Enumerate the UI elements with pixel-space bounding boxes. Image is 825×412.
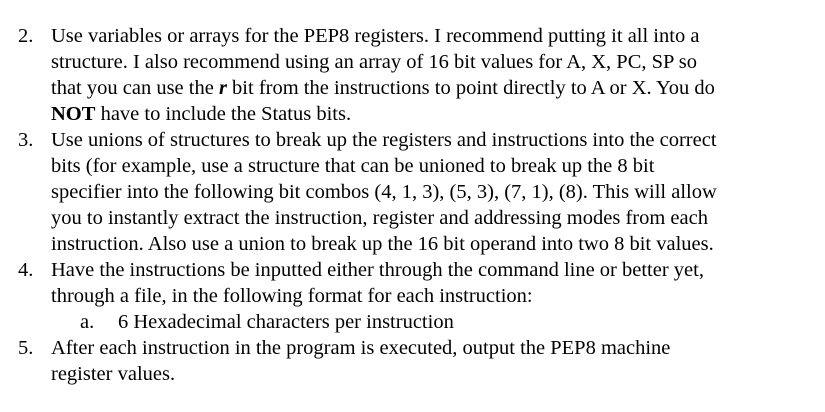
item-text-line: register values.: [51, 363, 176, 385]
item-text-line: Use unions of structures to break up the registers and instructions into the correct: [51, 129, 717, 151]
item-text-line-with-emphasis: that you can use the r bit from the instructions to point directly to A or X. You do: [51, 77, 715, 99]
item-text-line: Use variables or arrays for the PEP8 registers. I recommend putting it all into a: [51, 25, 700, 47]
item-text-line: bits (for example, use a structure that can be unioned to break up the 8 bit: [51, 155, 655, 177]
item-number: 4.: [18, 259, 34, 281]
item-text-line: After each instruction in the program is executed, output the PEP8 machine: [51, 337, 671, 359]
item-number: 5.: [18, 337, 34, 359]
item-text-line: instruction. Also use a union to break up the 16 bit operand into two 8 bit values.: [51, 233, 714, 255]
item-text-line-with-bold: NOT have to include the Status bits.: [51, 103, 352, 125]
item-number: 3.: [18, 129, 34, 151]
item-text-line: through a file, in the following format for each instruction:: [51, 285, 533, 307]
sub-item-text: 6 Hexadecimal characters per instruction: [118, 311, 454, 333]
sub-item-marker: a.: [80, 311, 95, 333]
item-text-line: Have the instructions be inputted either through the command line or better yet,: [51, 259, 704, 281]
item-text-line: specifier into the following bit combos (4, 1, 3), (5, 3), (7, 1), (8). This will allow: [51, 181, 717, 203]
item-text-line: you to instantly extract the instruction, register and addressing modes from each: [51, 207, 708, 229]
item-number: 2.: [18, 25, 34, 47]
bold-not: NOT: [51, 103, 96, 125]
emphasis-r: r: [218, 77, 227, 99]
item-text-line: structure. I also recommend using an array of 16 bit values for A, X, PC, SP so: [51, 51, 698, 73]
